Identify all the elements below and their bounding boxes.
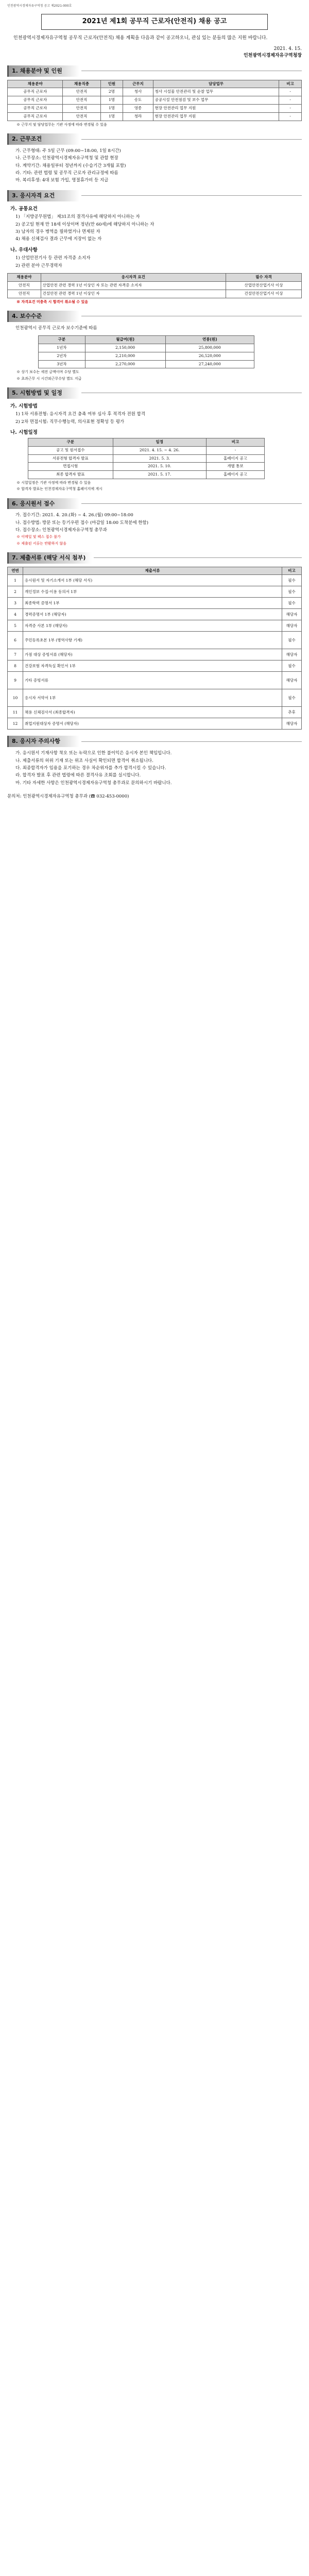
section-1-header	[7, 65, 302, 77]
table-cell: 안전직	[63, 113, 100, 121]
qual-item: 4) 채용 신체검사 결과 근무에 지장이 없는 자	[15, 236, 102, 242]
table-cell: 공무직 근로자	[8, 113, 63, 121]
announce-date: 2021. 4. 15.	[273, 46, 302, 52]
table-cell: 4	[8, 609, 23, 620]
table-row	[8, 105, 302, 113]
work-item: 마. 복리후생: 4대 보험 가입, 명절휴가비 등 지급	[15, 178, 109, 183]
table-cell: 공무직 근로자	[8, 105, 63, 113]
table-cell: 공무직 근로자	[8, 88, 63, 96]
exam-note: ※ 합격자 발표는 인천경제자유구역청 홈페이지에 게시	[16, 487, 102, 492]
table-cell: 현장 안전관리 업무 지원	[153, 105, 279, 113]
section-5-header	[7, 387, 302, 399]
qual-common-title: 가. 공통요건	[10, 206, 38, 212]
table-cell: 건설안전 관련 경력 1년 이상인 자	[41, 290, 226, 298]
page-title: 2021년 제1회 공무직 근로자(안전직) 채용 공고	[41, 14, 268, 30]
table-cell: 필수	[282, 575, 302, 586]
table-cell: 홈페이지 공고	[206, 471, 264, 479]
table-header: 비고	[282, 567, 302, 575]
apply-note: ※ 제출된 서류는 반환하지 않음	[16, 541, 67, 546]
table-row	[8, 707, 302, 718]
table-row	[28, 471, 265, 479]
table-cell: 2021. 5. 3.	[113, 454, 206, 463]
qual-item: 2) 공고일 현재 만 18세 이상이며 정년(만 60세)에 해당하지 아니하는 자	[15, 222, 154, 227]
work-item: 가. 근무형태: 주 5일 근무 (09:00~18:00, 1일 8시간)	[15, 148, 121, 154]
table-cell: 응시자 서약서 1부	[23, 689, 282, 707]
exam-method-item: 1) 1차 서류전형: 응시자격 요건 충족 여부 심사 후 적격자 전원 합격	[15, 412, 145, 417]
exam-method-item: 2) 2차 면접시험: 직무수행능력, 의사표현 정확성 등 평가	[15, 419, 125, 425]
contact-info: 문의처: 인천광역시경제자유구역청 총무과 (☎ 032-453-0000)	[7, 793, 129, 799]
table-cell: 해당자	[282, 718, 302, 730]
table-row	[28, 463, 265, 471]
table-cell: 10	[8, 689, 23, 707]
table-cell: 5	[8, 620, 23, 632]
section-6-header	[7, 498, 302, 510]
section-8-header	[7, 736, 302, 747]
qual-item: 3) 남자의 경우 병역을 필하였거나 면제된 자	[15, 229, 100, 234]
table-cell: 기타 증빙서류	[23, 672, 282, 689]
table-cell: 영종	[123, 105, 153, 113]
table-row	[8, 689, 302, 707]
table-cell: 2021. 4. 15. ~ 4. 26.	[113, 446, 206, 454]
table-cell: 최종학력 증명서 1부	[23, 598, 282, 609]
table-cell: 채용 신체검사서 (최종합격자)	[23, 707, 282, 718]
table-cell: 안전직	[63, 96, 100, 105]
table-cell: 산업안전 관련 경력 1년 이상인 자 또는 관련 자격증 소지자	[41, 281, 226, 290]
table-row	[39, 352, 254, 360]
table-cell: 1년차	[39, 344, 85, 352]
table-cell: 해당자	[282, 620, 302, 632]
table-cell: -	[279, 105, 302, 113]
table-cell: 청라	[123, 113, 153, 121]
table-cell: 3	[8, 598, 23, 609]
table-header: 구분	[28, 438, 113, 446]
table-cell: -	[279, 88, 302, 96]
section-7-title: 7. 제출서류 (해당 서식 첨부)	[7, 552, 92, 564]
table-cell: 현장 안전관리 업무 지원	[153, 113, 279, 121]
announce-org: 인천광역시경제자유구역청장	[243, 53, 302, 58]
table-header: 연번	[8, 567, 23, 575]
qual-item: 1) 「지방공무원법」 제31조의 결격사유에 해당하지 아니하는 자	[15, 214, 140, 220]
table-cell: 3년차	[39, 360, 85, 368]
table-cell: 필수	[282, 660, 302, 672]
table-row	[8, 672, 302, 689]
table-cell: 2,150,000	[85, 344, 165, 352]
table-row	[8, 281, 302, 290]
table-cell: 필수	[282, 689, 302, 707]
qual-table	[7, 273, 302, 298]
table-row	[8, 575, 302, 586]
section-6-title: 6. 응시원서 접수	[7, 498, 79, 510]
table-cell: 공무직 근로자	[8, 96, 63, 105]
section-5-title: 5. 시험방법 및 일정	[7, 387, 79, 399]
table-row	[39, 344, 254, 352]
table-cell: 송도	[123, 96, 153, 105]
table-row	[8, 609, 302, 620]
section-7-header	[7, 552, 302, 564]
caution-item: 가. 응시원서 기재사항 착오 또는 누락으로 인한 불이익은 응시자 본인 책임입니다.	[15, 751, 172, 756]
document-page	[0, 0, 309, 820]
table-row	[28, 454, 265, 463]
table-cell: 청사 시설물 안전관리 및 순찰 업무	[153, 88, 279, 96]
section-8-title: 8. 응시자 주의사항	[7, 736, 79, 747]
qual-note: ※ 자격요건 미충족 시 합격이 취소될 수 있음	[16, 299, 89, 304]
section-1-title: 1. 채용분야 및 인원	[7, 65, 79, 77]
table-cell: 해당자	[282, 672, 302, 689]
table-row	[8, 113, 302, 121]
section-2-header	[7, 133, 302, 145]
table-cell: 안전직	[8, 290, 41, 298]
docs-table	[7, 567, 302, 730]
section-3-title: 3. 응시자격 요건	[7, 190, 79, 201]
table-cell: 8	[8, 660, 23, 672]
table-cell: 9	[8, 672, 23, 689]
table-cell: 1명	[100, 105, 123, 113]
table-cell: 건설안전산업기사 이상	[226, 290, 301, 298]
table-row	[8, 598, 302, 609]
table-cell: 12	[8, 718, 23, 730]
table-header: 구분	[39, 335, 85, 344]
intro-paragraph: 인천광역시경제자유구역청 공무직 근로자(안전직) 채용 계획을 다음과 같이 공고하오니, 관심 있는 분들의 많은 지원 바랍니다.	[13, 35, 268, 41]
table-header: 인원	[100, 80, 123, 88]
table-cell: 공공시설 안전점검 및 보수 업무	[153, 96, 279, 105]
table-header: 채용분야	[8, 273, 41, 281]
table-cell: 경력증명서 1부 (해당자)	[23, 609, 282, 620]
table-cell: 개별 통보	[206, 463, 264, 471]
table-cell: 7	[8, 649, 23, 660]
table-cell: 1	[8, 575, 23, 586]
table-cell: 면접시험	[28, 463, 113, 471]
caution-item: 다. 최종합격자가 임용을 포기하는 경우 차순위자를 추가 합격시킬 수 있습니다.	[15, 766, 166, 771]
caution-item: 마. 기타 자세한 사항은 인천광역시경제자유구역청 총무과로 문의하시기 바랍니다.	[15, 780, 172, 786]
table-cell: 개인정보 수집·이용 동의서 1부	[23, 586, 282, 598]
table-cell: -	[206, 446, 264, 454]
table-header: 필수 자격	[226, 273, 301, 281]
table-cell: 2021. 5. 10.	[113, 463, 206, 471]
header-note: 인천광역시경제자유구역청 공고 제2021-000호	[7, 4, 72, 8]
table-row	[8, 620, 302, 632]
pay-intro: 인천광역시 공무직 근로자 보수기준에 따름	[15, 325, 97, 331]
apply-place: 다. 접수장소: 인천광역시경제자유구역청 총무과	[15, 528, 107, 533]
table-cell: 2	[8, 586, 23, 598]
table-cell: 2명	[100, 88, 123, 96]
table-cell: 공고 및 원서접수	[28, 446, 113, 454]
table-cell: 필수	[282, 632, 302, 649]
table-cell: 해당자	[282, 609, 302, 620]
table-cell: 1명	[100, 113, 123, 121]
qual-item: 2) 관련 분야 근무경력자	[15, 263, 62, 268]
section-3-header	[7, 190, 302, 201]
table-row	[8, 96, 302, 105]
table-cell: 청사	[123, 88, 153, 96]
table-cell: -	[279, 113, 302, 121]
recruit-note: ※ 근무지 및 담당업무는 기관 사정에 따라 변경될 수 있음	[16, 122, 107, 127]
table-cell: 1명	[100, 96, 123, 105]
table-header: 담당업무	[153, 80, 279, 88]
table-cell: 2,210,000	[85, 352, 165, 360]
table-header: 비고	[206, 438, 264, 446]
work-item: 다. 계약기간: 채용일부터 정년까지 (수습기간 3개월 포함)	[15, 163, 126, 168]
table-header: 채용분야	[8, 80, 63, 88]
table-row	[8, 290, 302, 298]
apply-period: 가. 접수기간: 2021. 4. 20.(화) ~ 4. 26.(월) 09:00~18:00	[15, 513, 133, 518]
section-4-title: 4. 보수수준	[7, 311, 79, 322]
caution-item: 나. 제출서류의 허위 기재 또는 위조 사실이 확인되면 합격이 취소됩니다.	[15, 758, 153, 764]
table-cell: 안전직	[63, 105, 100, 113]
table-header: 근무지	[123, 80, 153, 88]
table-cell: 추후	[282, 707, 302, 718]
exam-method-title: 가. 시험방법	[10, 403, 38, 409]
table-cell: 홈페이지 공고	[206, 454, 264, 463]
pay-table	[38, 335, 254, 369]
qual-extra-title: 나. 우대사항	[10, 247, 38, 253]
table-cell: 주민등록초본 1부 (병역사항 기재)	[23, 632, 282, 649]
table-cell: 2,270,000	[85, 360, 165, 368]
table-cell: 자격증 사본 1부 (해당자)	[23, 620, 282, 632]
table-cell: 응시원서 및 자기소개서 1부 (해당 서식)	[23, 575, 282, 586]
table-row	[8, 586, 302, 598]
apply-method: 나. 접수방법: 방문 또는 등기우편 접수 (마감일 18:00 도착분에 한함)	[15, 520, 149, 526]
table-cell: 가점 대상 증빙서류 (해당자)	[23, 649, 282, 660]
table-header: 응시자격 요건	[41, 273, 226, 281]
schedule-table	[28, 438, 265, 479]
table-cell: 2021. 5. 17.	[113, 471, 206, 479]
pay-note: ※ 상기 보수는 세전 금액이며 수당 별도	[16, 370, 79, 375]
exam-note: ※ 시험일정은 기관 사정에 따라 변경될 수 있음	[16, 481, 91, 485]
table-cell: 해당자	[282, 649, 302, 660]
table-row	[39, 360, 254, 368]
table-cell: 6	[8, 632, 23, 649]
table-row	[8, 718, 302, 730]
table-cell: 2년차	[39, 352, 85, 360]
table-cell: 11	[8, 707, 23, 718]
table-header: 월급여(원)	[85, 335, 165, 344]
table-cell: 산업안전산업기사 이상	[226, 281, 301, 290]
table-header: 채용직종	[63, 80, 100, 88]
section-4-header	[7, 311, 302, 322]
table-cell: 안전직	[8, 281, 41, 290]
work-item: 나. 근무장소: 인천광역시경제자유구역청 및 관할 현장	[15, 156, 118, 161]
qual-item: 1) 산업안전기사 등 관련 자격증 소지자	[15, 256, 91, 261]
table-cell: 건강보험 자격득실 확인서 1부	[23, 660, 282, 672]
caution-item: 라. 합격자 발표 후 관련 법령에 따른 결격사유 조회를 실시합니다.	[15, 773, 141, 778]
table-cell: 서류전형 합격자 발표	[28, 454, 113, 463]
table-cell: 안전직	[63, 88, 100, 96]
table-cell: 취업지원대상자 증명서 (해당자)	[23, 718, 282, 730]
table-cell: 27,240,000	[165, 360, 254, 368]
table-header: 일정	[113, 438, 206, 446]
table-row	[28, 446, 265, 454]
work-item: 라. 기타: 관련 법령 및 공무직 근로자 관리규정에 따름	[15, 171, 118, 176]
recruit-table	[7, 80, 302, 121]
table-cell: 필수	[282, 598, 302, 609]
exam-schedule-title: 나. 시험일정	[10, 430, 38, 436]
table-cell: 최종 합격자 발표	[28, 471, 113, 479]
pay-note: ※ 초과근무 시 시간외근무수당 별도 지급	[16, 376, 82, 381]
table-row	[8, 88, 302, 96]
table-cell: 필수	[282, 586, 302, 598]
section-2-title: 2. 근무조건	[7, 133, 79, 145]
table-row	[8, 632, 302, 649]
table-cell: 26,520,000	[165, 352, 254, 360]
table-row	[8, 660, 302, 672]
table-header: 비고	[279, 80, 302, 88]
apply-note: ※ 이메일 및 팩스 접수 불가	[16, 535, 61, 539]
table-header: 연봉(원)	[165, 335, 254, 344]
table-header: 제출서류	[23, 567, 282, 575]
table-cell: 25,800,000	[165, 344, 254, 352]
table-cell: -	[279, 96, 302, 105]
table-row	[8, 649, 302, 660]
